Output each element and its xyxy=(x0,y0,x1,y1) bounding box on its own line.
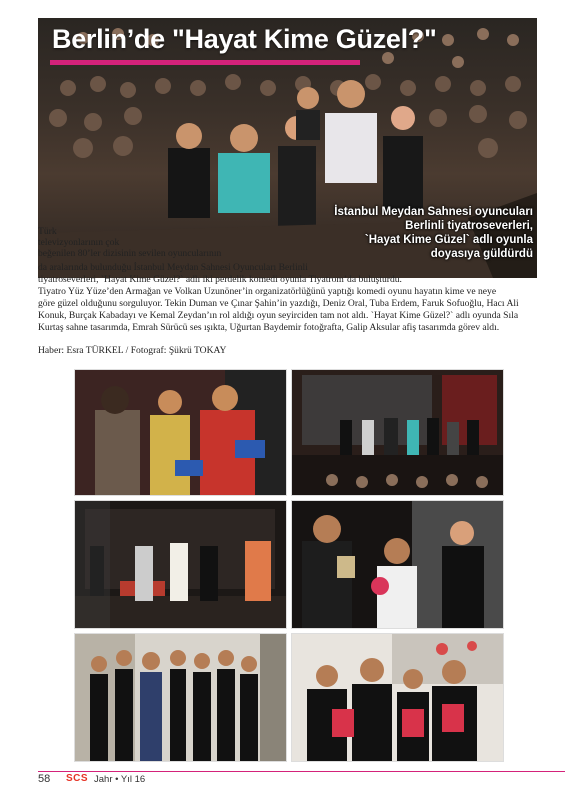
footer-rule xyxy=(38,771,565,772)
gallery-photo xyxy=(291,633,504,762)
title-accent-bar xyxy=(50,60,360,65)
gallery-photo xyxy=(74,500,287,629)
hero-caption-line: `Hayat Kime Güzel` adlı oyunla xyxy=(364,234,533,246)
hero-caption-line: doyasıya güldürdü xyxy=(430,248,533,260)
hero-caption-line: Berlinli tiyatroseverleri, xyxy=(405,220,533,232)
gallery-photo xyxy=(291,369,504,496)
body-line: da aralarında bulunduğu İstanbul Meydan Sahnesi Oyuncuları Berlinli xyxy=(38,262,308,273)
photo-credit: Haber: Esra TÜRKEL / Fotograf: Şükrü TOKAY xyxy=(38,345,227,356)
body-line: televizyonlarının çok xyxy=(38,237,120,248)
body-line: tiyatroseverleri, `Hayat Kime Güzel?` adlı iki perdelik komedi oyunla Tiyatrom’da buluşturdu. xyxy=(38,274,402,285)
body-line: beğenilen 80’ler dizisinin sevilen oyuncularının xyxy=(38,248,222,259)
body-line: Konuk, Burçak Kabadayı ve Kemal Zeydan’ın rol aldığı oyun seyirciden tam not aldı. `Hayat Kime Güzel?` adlı oyunda Sıla xyxy=(38,310,519,321)
hero-caption xyxy=(334,205,533,261)
gallery-photo xyxy=(291,500,504,629)
body-line: göre güzel olduğunu sorguluyor. Tekin Duman ve Çınar Şahin’in yazdığı, Deniz Oral, Tuba Erdem, Faruk Sofuoğlu, Hacı Ali xyxy=(38,298,519,309)
gallery-photo xyxy=(74,369,287,496)
body-line: Türk xyxy=(38,226,57,237)
gallery-photo xyxy=(74,633,287,762)
body-line: Kurtaş sahne tasarımda, Emrah Sürücü ses ışıkta, Uğurtan Baydemir fotoğrafta, Galip Aksular afiş tasarımda görev aldı. xyxy=(38,322,500,333)
magazine-logo: SCS xyxy=(66,773,89,784)
body-line: Tiyatro Yüz Yüze’den Armağan ve Volkan Uzunöner’in organizatörlüğünü yaptığı komedi oyunu hayatın kime ve neye xyxy=(38,286,497,297)
article-title: Berlin’de "Hayat Kime Güzel?" xyxy=(52,24,437,54)
page-number: 58 xyxy=(38,773,51,785)
hero-caption-line: İstanbul Meydan Sahnesi oyuncuları xyxy=(334,206,533,218)
issue-label: Jahr • Yıl 16 xyxy=(94,774,146,785)
